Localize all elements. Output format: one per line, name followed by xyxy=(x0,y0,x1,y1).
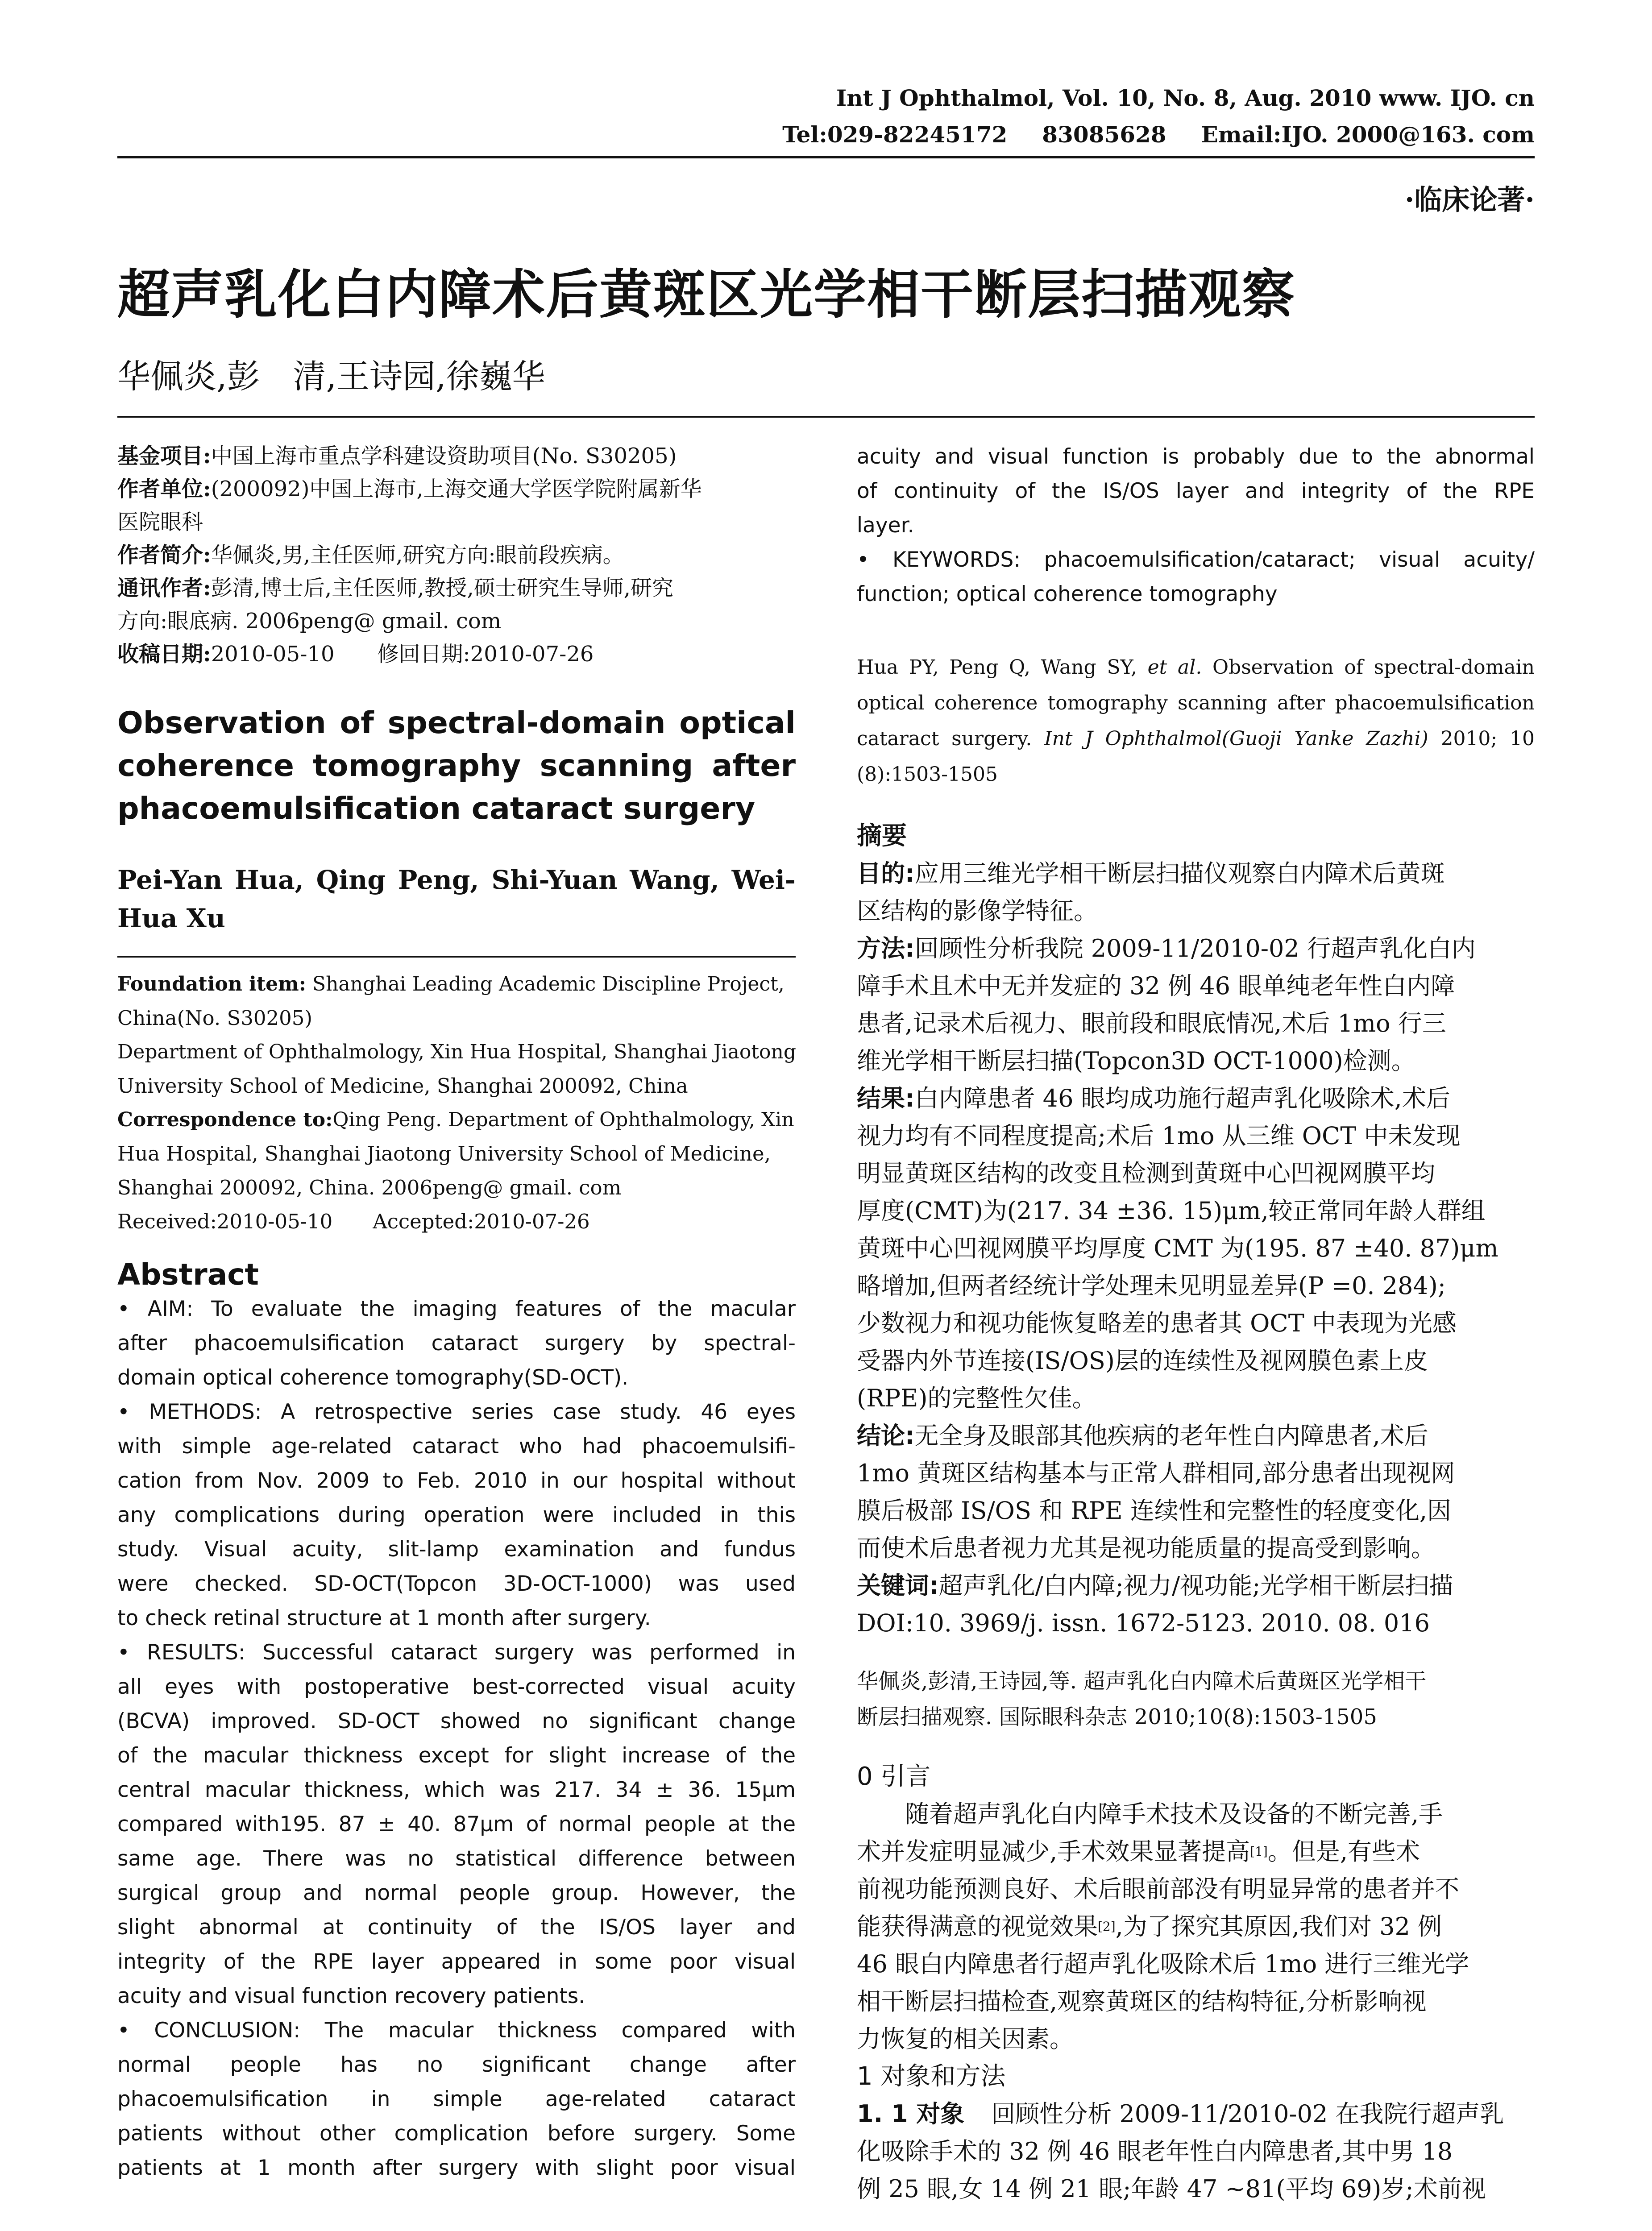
foundation-text: University School of Medicine, Shanghai 200092, China xyxy=(117,1074,688,1098)
zh-abstract-line xyxy=(857,892,1535,930)
zh-abstract-line xyxy=(857,930,1535,967)
zh-abstract-line xyxy=(857,855,1535,892)
foundation-text: Qing Peng. Department of Ophthalmology, Xin xyxy=(332,1108,794,1131)
citation-line: Hua PY, Peng Q, Wang SY, et al. Observation of spectral-domain xyxy=(857,656,1535,679)
info-line xyxy=(117,473,796,506)
foundation-text: Hua Hospital, Shanghai Jiaotong University School of Medicine, xyxy=(117,1142,771,1165)
header-rule xyxy=(117,156,1535,158)
zh-abstract-text: 患者,记录术后视力、眼前段和眼底情况,术后 1mo 行三 xyxy=(857,1009,1446,1037)
zh-abstract-text: (RPE)的完整性欠佳。 xyxy=(857,1384,1096,1412)
foundation-label: Foundation item: xyxy=(117,973,306,995)
authors-cn: 华佩炎,彭 清,王诗园,徐巍华 xyxy=(117,357,545,396)
zh-abstract-text: 应用三维光学相干断层扫描仪观察白内障术后黄斑 xyxy=(914,859,1445,887)
zh-abstract-line xyxy=(857,1267,1535,1305)
info-text: 医院眼科 xyxy=(117,510,203,535)
foundation-text: Received:2010-05-10 Accepted:2010-07-26 xyxy=(117,1210,590,1233)
abstract-line: any complications during operation were included in this xyxy=(117,1503,796,1527)
citation-line: optical coherence tomography scanning after phacoemulsification xyxy=(857,692,1535,714)
zh-abstract-line xyxy=(857,1305,1535,1342)
abstract-line: layer. xyxy=(857,513,914,538)
foundation-line xyxy=(117,1103,796,1137)
reference-mark: [2] xyxy=(1098,1919,1116,1934)
abstract-line: integrity of the RPE layer appeared in some poor visual xyxy=(117,1949,796,1974)
foundation-line xyxy=(117,1069,796,1103)
info-text: (200092)中国上海市,上海交通大学医学院附属新华 xyxy=(211,477,702,502)
en-author-line: Hua Xu xyxy=(117,903,225,933)
email: Email:IJO. 2000@163. com xyxy=(1201,121,1535,148)
zh-abstract-text: DOI:10. 3969/j. issn. 1672-5123. 2010. 08. 016 xyxy=(857,1609,1430,1637)
right-column xyxy=(857,440,1535,2208)
left-column xyxy=(117,440,796,2185)
foundation-line xyxy=(117,967,796,1001)
en-title-line: phacoemulsification cataract surgery xyxy=(117,791,755,826)
foundation-line xyxy=(117,1137,796,1171)
abstract-line: (BCVA) improved. SD-OCT showed no significant change xyxy=(117,1709,796,1733)
foundation-text: Department of Ophthalmology, Xin Hua Hospital, Shanghai Jiaotong xyxy=(117,1041,797,1063)
foundation-line xyxy=(117,1001,796,1035)
methods-heading: 1 对象和方法 xyxy=(857,2062,1006,2091)
methods-line: 化吸除手术的 32 例 46 眼老年性白内障患者,其中男 18 xyxy=(857,2137,1453,2165)
abstract-line: study. Visual acuity, slit-lamp examination and fundus xyxy=(117,1537,796,1562)
intro-body xyxy=(857,1796,1535,2058)
methods-line: 例 25 眼,女 14 例 21 眼;年龄 47 ~81(平均 69)岁;术前视 xyxy=(857,2175,1486,2203)
foundation-line xyxy=(117,1205,796,1239)
zh-abstract-text: 略增加,但两者经统计学处理未见明显差异(P =0. 284); xyxy=(857,1272,1446,1300)
intro-line: 术并发症明显减少,手术效果显著提高[1]。但是,有些术 xyxy=(857,1837,1420,1866)
zh-abstract xyxy=(857,855,1535,1642)
zh-abstract-line xyxy=(857,1567,1535,1605)
info-line xyxy=(117,440,796,473)
contact-header xyxy=(782,121,1535,148)
zh-abstract-line xyxy=(857,1380,1535,1417)
zh-abstract-text: 白内障患者 46 眼均成功施行超声乳化吸除术,术后 xyxy=(914,1084,1450,1112)
intro-line: 相干断层扫描检查,观察黄斑区的结构特征,分析影响视 xyxy=(857,1987,1427,2015)
abstract-line: with simple age-related cataract who had phacoemulsifi- xyxy=(117,1434,796,1459)
zh-abstract-text: 膜后极部 IS/OS 和 RPE 连续性和完整性的轻度变化,因 xyxy=(857,1497,1452,1525)
zh-abstract-text: 无全身及眼部其他疾病的老年性白内障患者,术后 xyxy=(914,1422,1428,1450)
abstract-heading: Abstract xyxy=(117,1257,259,1292)
abstract-line: acuity and visual function is probably due to the abnormal xyxy=(857,444,1535,469)
intro-line: 随着超声乳化白内障手术技术及设备的不断完善,手 xyxy=(905,1800,1443,1828)
citation-line: (8):1503-1505 xyxy=(857,763,998,786)
en-title-line: Observation of spectral-domain optical xyxy=(117,705,796,741)
zh-abstract-line xyxy=(857,967,1535,1005)
abstract-line: were checked. SD-OCT(Topcon 3D-OCT-1000) was used xyxy=(117,1572,796,1596)
section-tag: ·临床论著· xyxy=(1404,183,1535,216)
zh-abstract-line xyxy=(857,1530,1535,1567)
info-label: 基金项目: xyxy=(117,444,211,469)
zh-abstract-text: 障手术且术中无并发症的 32 例 46 眼单纯老年性白内障 xyxy=(857,972,1455,1000)
citation-cn-line: 华佩炎,彭清,王诗园,等. 超声乳化白内障术后黄斑区光学相干 xyxy=(857,1669,1427,1694)
zh-abstract-label: 关键词: xyxy=(857,1572,939,1600)
citation-cn xyxy=(857,1663,1535,1735)
zh-abstract-text: 明显黄斑区结构的改变且检测到黄斑中心凹视网膜平均 xyxy=(857,1159,1435,1187)
zh-abstract-text: 超声乳化/白内障;视力/视功能;光学相干断层扫描 xyxy=(938,1572,1453,1600)
info-text: 彭清,博士后,主任医师,教授,硕士研究生导师,研究 xyxy=(211,576,674,601)
keyword-line: function; optical coherence tomography xyxy=(857,582,1278,606)
methods-line: 1. 1 对象 回顾性分析 2009-11/2010-02 在我院行超声乳 xyxy=(857,2100,1504,2128)
info-line xyxy=(117,638,796,671)
foundation-text: Shanghai 200092, China. 2006peng@ gmail. com xyxy=(117,1176,622,1199)
zh-abstract-line xyxy=(857,1605,1535,1642)
abstract-continuation xyxy=(857,440,1535,543)
info-label: 作者单位: xyxy=(117,477,211,502)
zh-abstract-text: 少数视力和视功能恢复略差的患者其 OCT 中表现为光感 xyxy=(857,1309,1457,1337)
intro-line: 力恢复的相关因素。 xyxy=(857,2025,1074,2053)
abstract-line: central macular thickness, which was 217. 34 ± 36. 15μm xyxy=(117,1778,796,1802)
abstract-line: acuity and visual function recovery patients. xyxy=(117,1984,585,2008)
zh-abstract-text: 受器内外节连接(IS/OS)层的连续性及视网膜色素上皮 xyxy=(857,1347,1428,1375)
zh-abstract-text: 维光学相干断层扫描(Topcon3D OCT-1000)检测。 xyxy=(857,1047,1415,1075)
abstract-line: domain optical coherence tomography(SD-OCT). xyxy=(117,1365,629,1390)
zh-abstract-line xyxy=(857,1080,1535,1117)
zh-abstract-line xyxy=(857,1492,1535,1530)
en-title-line: coherence tomography scanning after xyxy=(117,748,796,784)
citation-en xyxy=(857,650,1535,792)
info-block xyxy=(117,440,796,671)
info-text: 2010-05-10 修回日期:2010-07-26 xyxy=(211,642,594,667)
abstract-line: • METHODS: A retrospective series case study. 46 eyes xyxy=(117,1400,796,1424)
intro-line: 46 眼白内障患者行超声乳化吸除术后 1mo 进行三维光学 xyxy=(857,1950,1469,1978)
zh-abstract-text: 回顾性分析我院 2009-11/2010-02 行超声乳化白内 xyxy=(914,934,1476,962)
title-cn: 超声乳化白内障术后黄斑区光学相干断层扫描观察 xyxy=(117,264,1296,325)
zh-abstract-line xyxy=(857,1117,1535,1155)
info-text: 方向:眼底病. 2006peng@ gmail. com xyxy=(117,609,502,634)
title-rule xyxy=(117,416,1535,418)
zh-abstract-heading: 摘要 xyxy=(857,821,907,850)
info-line xyxy=(117,572,796,605)
intro-line: 前视功能预测良好、术后眼前部没有明显异常的患者并不 xyxy=(857,1875,1459,1903)
en-author-line: Pei-Yan Hua, Qing Peng, Shi-Yuan Wang, Wei- xyxy=(117,865,796,895)
zh-abstract-line xyxy=(857,1042,1535,1080)
info-text: 华佩炎,男,主任医师,研究方向:眼前段疾病。 xyxy=(211,543,624,568)
english-title xyxy=(117,702,796,830)
abstract-line: normal people has no significant change after xyxy=(117,2053,796,2077)
zh-abstract-line xyxy=(857,1455,1535,1492)
zh-abstract-text: 黄斑中心凹视网膜平均厚度 CMT 为(195. 87 ±40. 87)μm xyxy=(857,1234,1498,1262)
abstract-line: cation from Nov. 2009 to Feb. 2010 in our hospital without xyxy=(117,1468,796,1493)
abstract-line: of continuity of the IS/OS layer and integrity of the RPE xyxy=(857,479,1535,503)
abstract-line: slight abnormal at continuity of the IS/OS layer and xyxy=(117,1915,796,1940)
foundation-line xyxy=(117,1035,796,1069)
zh-abstract-line xyxy=(857,1005,1535,1042)
citation-cn-line: 断层扫描观察. 国际眼科杂志 2010;10(8):1503-1505 xyxy=(857,1704,1377,1729)
abstract-line: • CONCLUSION: The macular thickness compared with xyxy=(117,2018,796,2043)
info-label: 作者简介: xyxy=(117,543,211,568)
abstract-line: patients at 1 month after surgery with slight poor visual xyxy=(117,2156,796,2180)
abstract-line: after phacoemulsification cataract surgery by spectral- xyxy=(117,1331,796,1356)
zh-abstract-label: 方法: xyxy=(857,934,915,962)
zh-abstract-label: 目的: xyxy=(857,859,915,887)
foundation-block xyxy=(117,967,796,1239)
info-label: 通讯作者: xyxy=(117,576,211,601)
foundation-label: Correspondence to: xyxy=(117,1108,333,1131)
keyword-line: • KEYWORDS: phacoemulsification/cataract; visual acuity/ xyxy=(857,547,1535,572)
zh-abstract-line xyxy=(857,1155,1535,1192)
foundation-text: China(No. S30205) xyxy=(117,1006,312,1030)
tel2: 83085628 xyxy=(1042,121,1166,148)
abstract-line: • AIM: To evaluate the imaging features of the macular xyxy=(117,1297,796,1321)
intro-line: 能获得满意的视觉效果[2],为了探究其原因,我们对 32 例 xyxy=(857,1912,1442,1941)
zh-abstract-text: 区结构的影像学特征。 xyxy=(857,897,1098,925)
abstract-line: phacoemulsification in simple age-related cataract xyxy=(117,2087,796,2111)
zh-abstract-line xyxy=(857,1192,1535,1230)
foundation-text: Shanghai Leading Academic Discipline Project, xyxy=(306,973,784,995)
reference-mark: [1] xyxy=(1250,1844,1268,1859)
zh-abstract-text: 1mo 黄斑区结构基本与正常人群相同,部分患者出现视网 xyxy=(857,1459,1455,1487)
english-authors xyxy=(117,861,796,937)
info-line xyxy=(117,605,796,638)
abstract-line: surgical group and normal people group. However, the xyxy=(117,1881,796,1905)
info-text: 中国上海市重点学科建设资助项目(No. S30205) xyxy=(211,444,677,469)
zh-abstract-line xyxy=(857,1342,1535,1380)
foundation-line xyxy=(117,1171,796,1205)
abstract-line: to check retinal structure at 1 month after surgery. xyxy=(117,1606,651,1630)
keywords-block xyxy=(857,543,1535,611)
intro-heading: 0 引言 xyxy=(857,1762,931,1791)
citation-line: cataract surgery. Int J Ophthalmol(Guoji Yanke Zazhi) 2010; 10 xyxy=(857,727,1535,750)
abstract-line: of the macular thickness except for slight increase of the xyxy=(117,1743,796,1768)
abstract-line: • RESULTS: Successful cataract surgery was performed in xyxy=(117,1640,796,1665)
zh-abstract-text: 而使术后患者视力尤其是视功能质量的提高受到影响。 xyxy=(857,1534,1435,1562)
info-line xyxy=(117,506,796,539)
journal-header: Int J Ophthalmol, Vol. 10, No. 8, Aug. 2010 www. IJO. cn xyxy=(836,85,1535,111)
zh-abstract-line xyxy=(857,1230,1535,1267)
info-label: 收稿日期: xyxy=(117,642,211,667)
info-line xyxy=(117,539,796,572)
zh-abstract-label: 结论: xyxy=(857,1422,915,1450)
abstract-line: all eyes with postoperative best-corrected visual acuity xyxy=(117,1675,796,1699)
abstract-line: same age. There was no statistical difference between xyxy=(117,1846,796,1871)
zh-abstract-line xyxy=(857,1417,1535,1455)
tel: Tel:029-82245172 xyxy=(782,121,1008,148)
abstract-line: compared with195. 87 ± 40. 87μm of normal people at the xyxy=(117,1812,796,1837)
abstract-line: patients without other complication before surgery. Some xyxy=(117,2121,796,2146)
zh-abstract-text: 视力均有不同程度提高;术后 1mo 从三维 OCT 中未发现 xyxy=(857,1122,1461,1150)
abstract-body xyxy=(117,1292,796,2185)
methods-subheading: 1. 1 对象 xyxy=(857,2100,965,2128)
zh-abstract-text: 厚度(CMT)为(217. 34 ±36. 15)μm,较正常同年龄人群组 xyxy=(857,1197,1486,1225)
zh-abstract-label: 结果: xyxy=(857,1084,915,1112)
